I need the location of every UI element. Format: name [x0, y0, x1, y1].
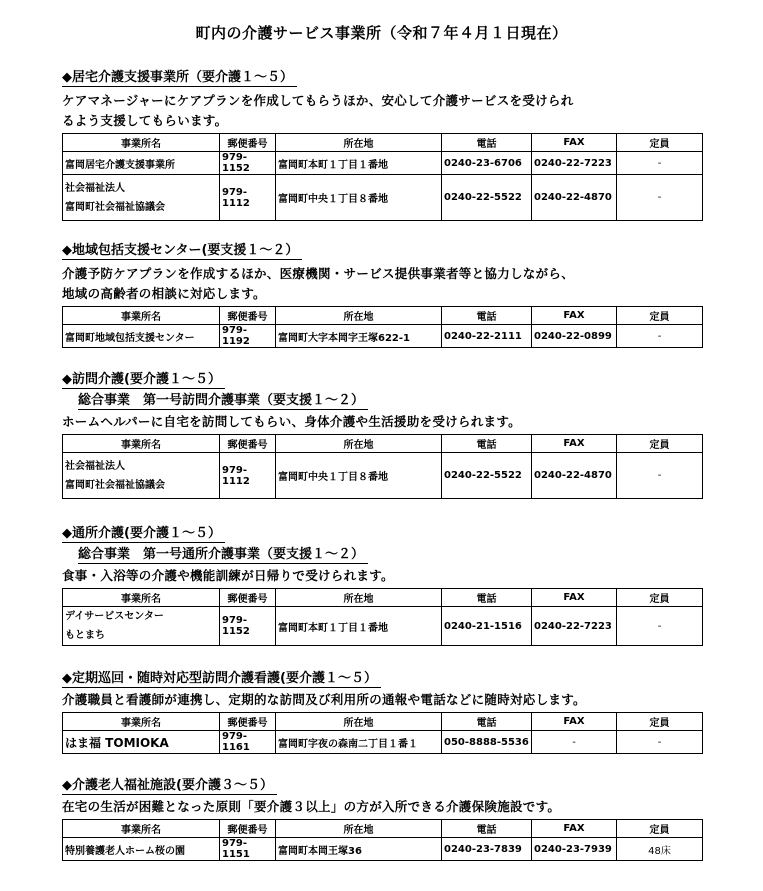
col-header-zip: 郵便番号 [220, 435, 276, 453]
fax: 0240-22-7223 [532, 152, 617, 175]
page-title: 町内の介護サービス事業所（令和７年４月１日現在） [195, 24, 568, 42]
col-header-capacity: 定員 [617, 435, 703, 453]
facility-table [62, 133, 703, 221]
col-header-address: 所在地 [276, 307, 442, 325]
zip-code: 979-1192 [220, 325, 276, 348]
phone: 0240-21-1516 [442, 607, 532, 646]
col-header-zip: 郵便番号 [220, 820, 276, 838]
facility-name-line: もとまち [65, 630, 105, 641]
table-header-row [63, 713, 703, 731]
col-header-address: 所在地 [276, 435, 442, 453]
col-header-fax: FAX [532, 713, 617, 731]
section-kyotaku [62, 66, 702, 221]
table-row [63, 838, 703, 861]
facility-table [62, 588, 703, 646]
col-header-tel: 電話 [442, 589, 532, 607]
section-desc-line: 地域の高齢者の相談に対応します。 [62, 286, 266, 301]
col-header-address: 所在地 [276, 713, 442, 731]
col-header-address: 所在地 [276, 134, 442, 152]
col-header-name: 事業所名 [63, 307, 220, 325]
col-header-fax: FAX [532, 820, 617, 838]
table-row [63, 152, 703, 175]
section-desc-line: 介護予防ケアプランを作成するほか、医療機関・サービス提供事業者等と協力しながら、 [62, 266, 575, 281]
col-header-zip: 郵便番号 [220, 589, 276, 607]
fax: 0240-22-4870 [532, 453, 617, 499]
section-heading: ◆定期巡回・随時対応型訪問介護看護(要介護１～５） [62, 671, 381, 688]
facility-table [62, 819, 703, 861]
zip-code: 979-1112 [220, 175, 276, 221]
address: 富岡町大字本岡字王塚622-1 [276, 325, 442, 348]
zip-code: 979-1112 [220, 453, 276, 499]
section-rojin-fukushi [62, 774, 702, 861]
col-header-address: 所在地 [276, 589, 442, 607]
address: 富岡町中央１丁目８番地 [276, 175, 442, 221]
col-header-tel: 電話 [442, 713, 532, 731]
col-header-name: 事業所名 [63, 713, 220, 731]
facility-name-line: 社会福祉法人 [65, 182, 125, 194]
capacity: - [617, 607, 703, 646]
col-header-fax: FAX [532, 307, 617, 325]
phone: 0240-22-5522 [442, 453, 532, 499]
phone: 0240-23-6706 [442, 152, 532, 175]
section-desc-line: ホームヘルパーに自宅を訪問してもらい、身体介護や生活援助を受けられます。 [62, 414, 521, 429]
col-header-zip: 郵便番号 [220, 307, 276, 325]
col-header-name: 事業所名 [63, 820, 220, 838]
table-row [63, 325, 703, 348]
col-header-capacity: 定員 [617, 589, 703, 607]
facility-name: はま福 TOMIOKA [63, 731, 220, 754]
section-desc-line: 在宅の生活が困難となった原則「要介護３以上」の方が入所できる介護保険施設です。 [62, 799, 561, 814]
section-heading: ◆居宅介護支援事業所（要介護１～５） [62, 70, 297, 87]
capacity: - [617, 453, 703, 499]
phone: 0240-22-5522 [442, 175, 532, 221]
col-header-fax: FAX [532, 589, 617, 607]
table-header-row [63, 820, 703, 838]
phone: 0240-22-2111 [442, 325, 532, 348]
table-row [63, 175, 703, 221]
table-row [63, 453, 703, 499]
facility-name [63, 175, 220, 221]
zip-code: 979-1161 [220, 731, 276, 754]
facility-name-line: 富岡町社会福祉協議会 [65, 479, 165, 491]
col-header-capacity: 定員 [617, 820, 703, 838]
fax: 0240-22-0899 [532, 325, 617, 348]
capacity: - [617, 175, 703, 221]
facility-name: 富岡居宅介護支援事業所 [63, 152, 220, 175]
facility-table [62, 434, 703, 499]
facility-name-line: デイサービスセンター [65, 611, 164, 622]
section-tsusho [62, 522, 702, 646]
col-header-zip: 郵便番号 [220, 713, 276, 731]
zip-code: 979-1152 [220, 152, 276, 175]
facility-name-line: 社会福祉法人 [65, 460, 125, 472]
zip-code: 979-1151 [220, 838, 276, 861]
col-header-capacity: 定員 [617, 713, 703, 731]
fax: 0240-23-7939 [532, 838, 617, 861]
fax: - [532, 731, 617, 754]
section-teiki-junkai [62, 667, 702, 754]
col-header-tel: 電話 [442, 435, 532, 453]
facility-name: 特別養護老人ホーム桜の園 [63, 838, 220, 861]
capacity: - [617, 731, 703, 754]
section-heading: ◆訪問介護(要介護１～５） [62, 372, 225, 389]
section-subheading: 総合事業 第一号通所介護事業（要支援１～２） [78, 547, 368, 564]
phone: 0240-23-7839 [442, 838, 532, 861]
section-heading: ◆通所介護(要介護１～５） [62, 526, 225, 543]
table-header-row [63, 589, 703, 607]
facility-name: 富岡町地域包括支援センター [63, 325, 220, 348]
address: 富岡町本町１丁目１番地 [276, 607, 442, 646]
col-header-tel: 電話 [442, 307, 532, 325]
facility-name [63, 607, 220, 646]
facility-table [62, 712, 703, 754]
col-header-name: 事業所名 [63, 435, 220, 453]
col-header-address: 所在地 [276, 820, 442, 838]
section-desc-line: 食事・入浴等の介護や機能訓練が日帰りで受けられます。 [62, 568, 394, 583]
facility-name-line: 富岡町社会福祉協議会 [65, 201, 165, 213]
col-header-name: 事業所名 [63, 589, 220, 607]
col-header-fax: FAX [532, 435, 617, 453]
phone: 050-8888-5536 [442, 731, 532, 754]
col-header-tel: 電話 [442, 134, 532, 152]
capacity: - [617, 325, 703, 348]
section-heading: ◆地域包括支援センター(要支援１～２） [62, 243, 302, 260]
address: 富岡町字夜の森南二丁目１番１ [276, 731, 442, 754]
table-header-row [63, 307, 703, 325]
fax: 0240-22-4870 [532, 175, 617, 221]
section-subheading: 総合事業 第一号訪問介護事業（要支援１～２） [78, 393, 368, 410]
table-header-row [63, 134, 703, 152]
capacity: - [617, 152, 703, 175]
table-header-row [63, 435, 703, 453]
col-header-zip: 郵便番号 [220, 134, 276, 152]
section-houkatsu [62, 239, 702, 348]
section-desc-line: 介護職員と看護師が連携し、定期的な訪問及び利用所の通報や電話などに随時対応します。 [62, 692, 586, 707]
address: 富岡町中央１丁目８番地 [276, 453, 442, 499]
col-header-tel: 電話 [442, 820, 532, 838]
section-heading: ◆介護老人福祉施設(要介護３～５） [62, 778, 277, 795]
col-header-name: 事業所名 [63, 134, 220, 152]
col-header-capacity: 定員 [617, 307, 703, 325]
table-row [63, 607, 703, 646]
zip-code: 979-1152 [220, 607, 276, 646]
facility-table [62, 306, 703, 348]
capacity: 48床 [617, 838, 703, 861]
fax: 0240-22-7223 [532, 607, 617, 646]
address: 富岡町本岡王塚36 [276, 838, 442, 861]
section-houmon [62, 368, 702, 499]
section-desc-line: ケアマネージャーにケアプランを作成してもらうほか、安心して介護サービスを受けられ [62, 93, 574, 108]
section-desc-line: るよう支援してもらいます。 [62, 113, 228, 128]
facility-name [63, 453, 220, 499]
table-row [63, 731, 703, 754]
col-header-fax: FAX [532, 134, 617, 152]
col-header-capacity: 定員 [617, 134, 703, 152]
address: 富岡町本町１丁目１番地 [276, 152, 442, 175]
